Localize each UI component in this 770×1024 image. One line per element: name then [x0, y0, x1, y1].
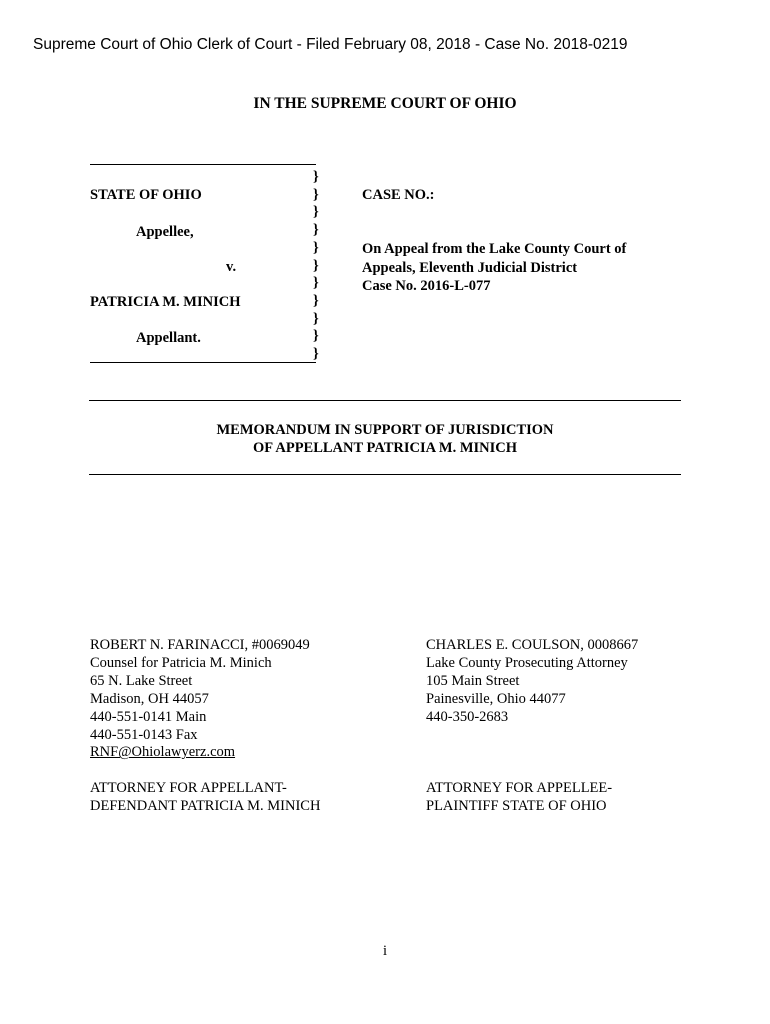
designation-line: ATTORNEY FOR APPELLEE-	[426, 780, 613, 796]
appeal-line: On Appeal from the Lake County Court of	[362, 241, 627, 257]
brace: }	[313, 239, 319, 256]
memo-title-line: MEMORANDUM IN SUPPORT OF JURISDICTION	[216, 422, 554, 438]
counsel-line: 440-551-0143 Fax	[90, 726, 198, 743]
brace: }	[313, 275, 319, 292]
versus-label: v.	[226, 259, 237, 275]
caption-brace-column	[313, 169, 319, 364]
counsel-line: Painesville, Ohio 44077	[426, 690, 566, 707]
appeal-line: Case No. 2016-L-077	[362, 278, 491, 294]
brace: }	[313, 328, 319, 345]
counsel-line: CHARLES E. COULSON, 0008667	[426, 637, 639, 653]
brace: }	[313, 292, 319, 309]
counsel-line: Lake County Prosecuting Attorney	[426, 654, 628, 671]
memorandum-title	[0, 421, 770, 457]
appellee-role: Appellee,	[136, 224, 194, 240]
case-number-label: CASE NO.:	[362, 187, 435, 203]
appeal-info	[362, 240, 626, 296]
brace: }	[313, 169, 319, 185]
designation-line: PLAINTIFF STATE OF OHIO	[426, 797, 607, 814]
counsel-line: 440-551-0141 Main	[90, 708, 207, 725]
brace: }	[313, 257, 319, 274]
appellant-party: PATRICIA M. MINICH	[90, 294, 241, 310]
brace: }	[313, 222, 319, 239]
appellee-designation	[426, 780, 612, 816]
caption-bottom-rule	[90, 362, 316, 363]
counsel-line: Madison, OH 44057	[90, 690, 209, 707]
memo-title-line: OF APPELLANT PATRICIA M. MINICH	[252, 440, 518, 456]
counsel-line: Counsel for Patricia M. Minich	[90, 654, 272, 671]
counsel-email-link[interactable]: RNF@Ohiolawyerz.com	[90, 744, 236, 761]
brace: }	[313, 346, 319, 363]
counsel-line: 65 N. Lake Street	[90, 672, 193, 689]
counsel-line: 440-350-2683	[426, 708, 509, 725]
counsel-line: 105 Main Street	[426, 672, 520, 689]
appellant-role: Appellant.	[136, 330, 201, 346]
brace: }	[313, 186, 319, 203]
appellee-counsel-block	[426, 637, 638, 727]
appellant-designation	[90, 780, 320, 816]
court-title: IN THE SUPREME COURT OF OHIO	[253, 95, 517, 112]
memo-top-rule	[89, 400, 681, 401]
appellee-party: STATE OF OHIO	[90, 187, 202, 203]
page-number: i	[382, 943, 388, 959]
brace: }	[313, 204, 319, 221]
brace: }	[313, 310, 319, 327]
appellant-counsel-block	[90, 637, 310, 762]
memo-bottom-rule	[89, 474, 681, 475]
counsel-line: ROBERT N. FARINACCI, #0069049	[90, 637, 310, 653]
designation-line: ATTORNEY FOR APPELLANT-	[90, 780, 287, 796]
filing-stamp-line: Supreme Court of Ohio Clerk of Court - Filed February 08, 2018 - Case No. 2018-0219	[33, 36, 628, 53]
designation-line: DEFENDANT PATRICIA M. MINICH	[90, 797, 321, 814]
caption-top-rule	[90, 164, 316, 165]
appeal-line: Appeals, Eleventh Judicial District	[362, 259, 578, 276]
